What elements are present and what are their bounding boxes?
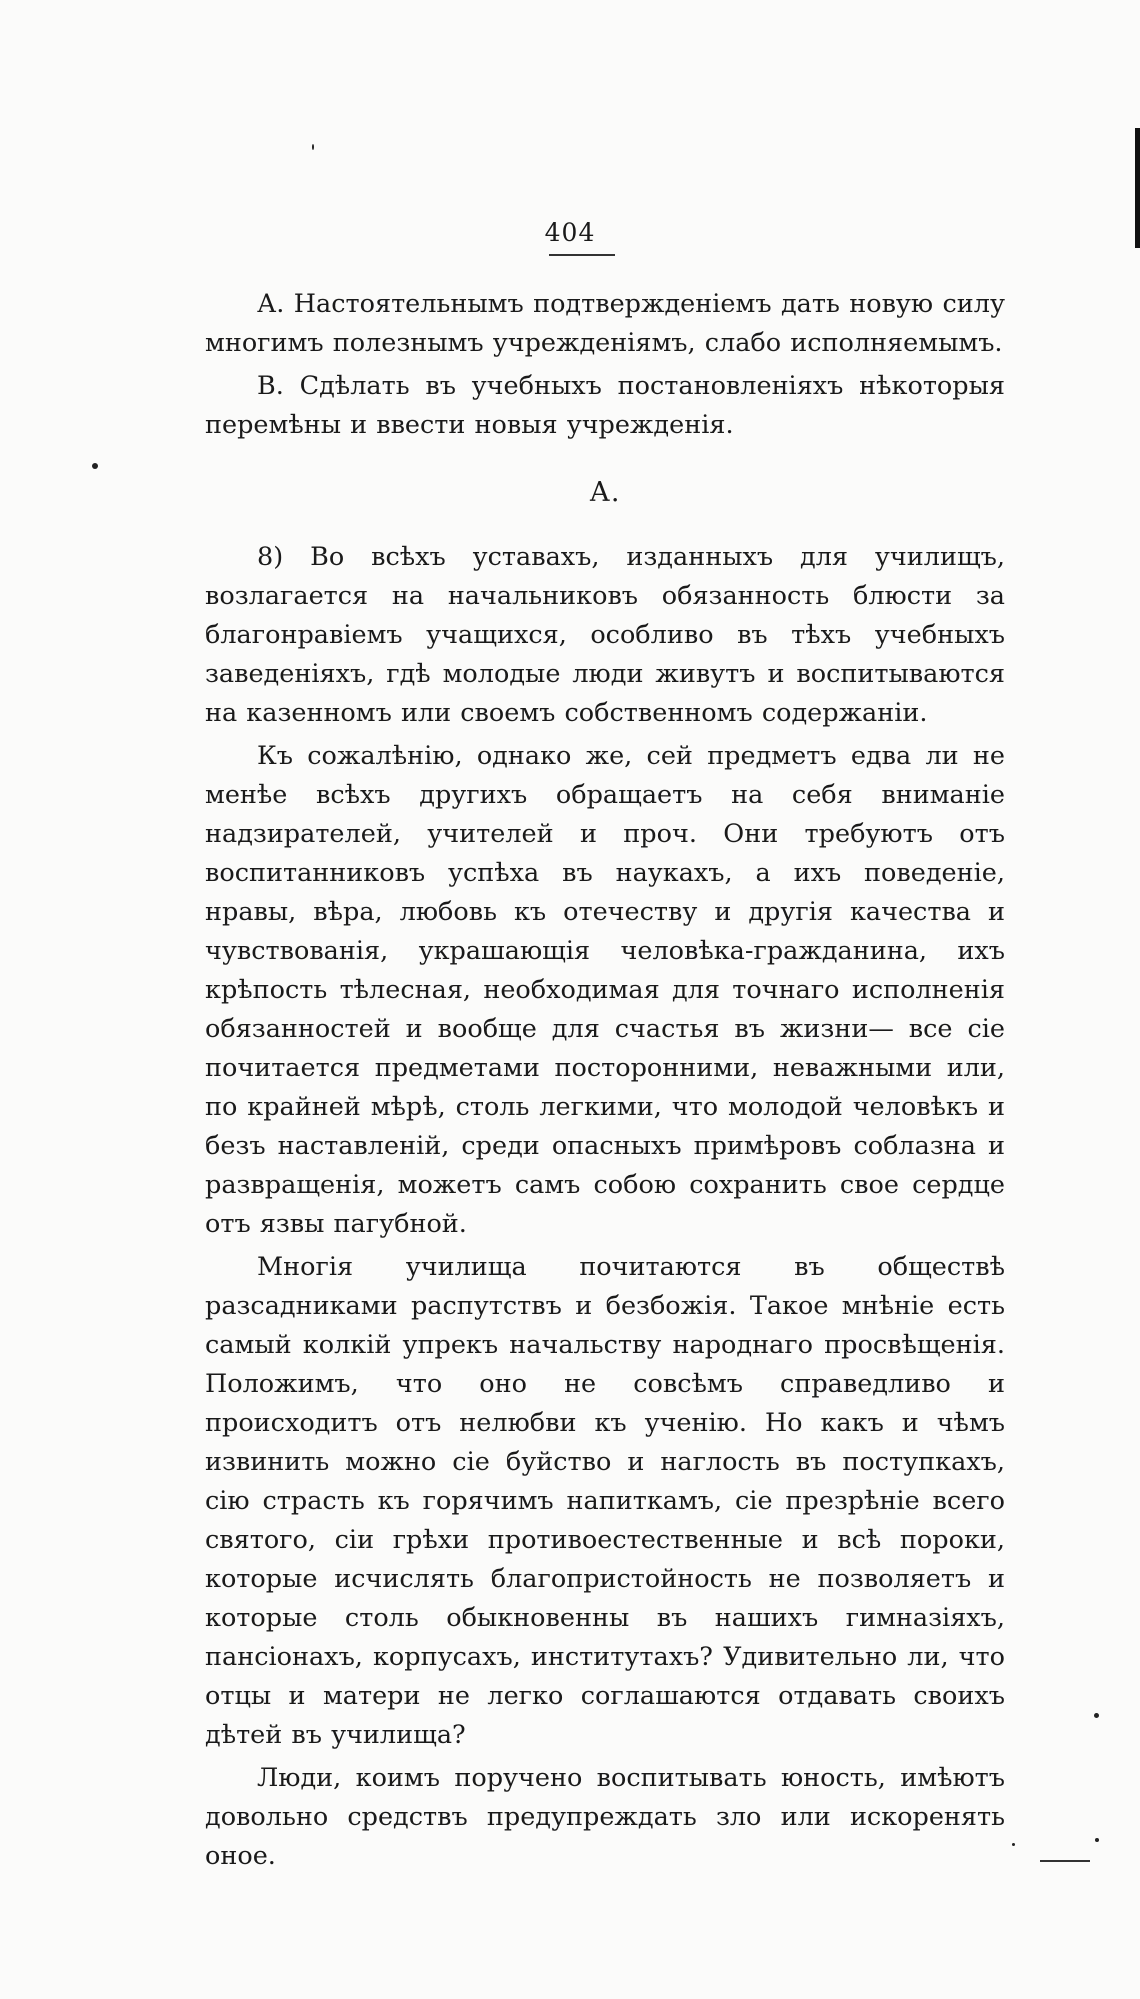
text-block [205,285,1005,1876]
scan-bottom-mark [1040,1860,1090,1862]
intro-paragraph-b: В. Сдѣлать въ учебныхъ постановленіяхъ нѣкоторыя перемѣны и ввести новыя учрежденія. [205,371,1005,440]
body-paragraph: Къ сожалѣнію, однако же, сей предметъ едва ли не менѣе всѣхъ другихъ обращаетъ на себя вниманіе надзирателей, учителей и проч. Они требуютъ отъ воспитанниковъ успѣха въ наукахъ, а ихъ поведеніе, нравы, вѣра, любовь къ отечеству и другія качества и чувствованія, украшающія человѣка-гражданина, ихъ крѣпость тѣлесная, необходимая для точнаго исполненія обязанностей и вообще для счастья въ жизни— все сіе почитается предметами посторонними, неважными или, по крайней мѣрѣ, столь легкими, что молодой человѣкъ и безъ наставленій, среди опасныхъ примѣровъ соблазна и развращенія, можетъ самъ собою сохранить свое сердце отъ язвы пагубной. [205,741,1005,1239]
scan-speck [1012,1843,1015,1846]
page-number-rule [549,254,615,256]
body-paragraph: 8) Во всѣхъ уставахъ, изданныхъ для училищъ, возлагается на начальниковъ обязанность блюсти за благонравіемъ учащихся, особливо въ тѣхъ учебныхъ заведеніяхъ, гдѣ молодые люди живутъ и воспитываются на казенномъ или своемъ собственномъ содержаніи. [205,542,1005,728]
scan-speck [92,463,98,469]
body-paragraph: Люди, коимъ поручено воспитывать юность, имѣютъ довольно средствъ предупреждать зло или искоренять оное. [205,1763,1005,1871]
page-number: 404 [544,218,596,247]
scan-speck [1095,1838,1099,1842]
scan-speck [312,144,314,150]
scan-speck [1094,1713,1099,1718]
body-paragraph: Многія училища почитаются въ обществѣ разсадниками распутствъ и безбожія. Такое мнѣніе есть самый колкій упрекъ начальству народнаго просвѣщенія. Положимъ, что оно не совсѣмъ справедливо и происходитъ отъ нелюбви къ ученію. Но какъ и чѣмъ извинить можно сіе буйство и наглость въ поступкахъ, сію страсть къ горячимъ напиткамъ, сіе презрѣніе всего святого, сіи грѣхи противоестественные и всѣ пороки, которые исчислять благопристойность не позволяетъ и которые столь обыкновенны въ нашихъ гимназіяхъ, пансіонахъ, корпусахъ, институтахъ? Удивительно ли, что отцы и матери не легко соглашаются отдавать своихъ дѣтей въ училища? [205,1252,1005,1750]
intro-paragraph-a: А. Настоятельнымъ подтвержденіемъ дать новую силу многимъ полезнымъ учрежденіямъ, слабо исполняемымъ. [205,289,1005,358]
section-heading: А. [589,477,621,508]
